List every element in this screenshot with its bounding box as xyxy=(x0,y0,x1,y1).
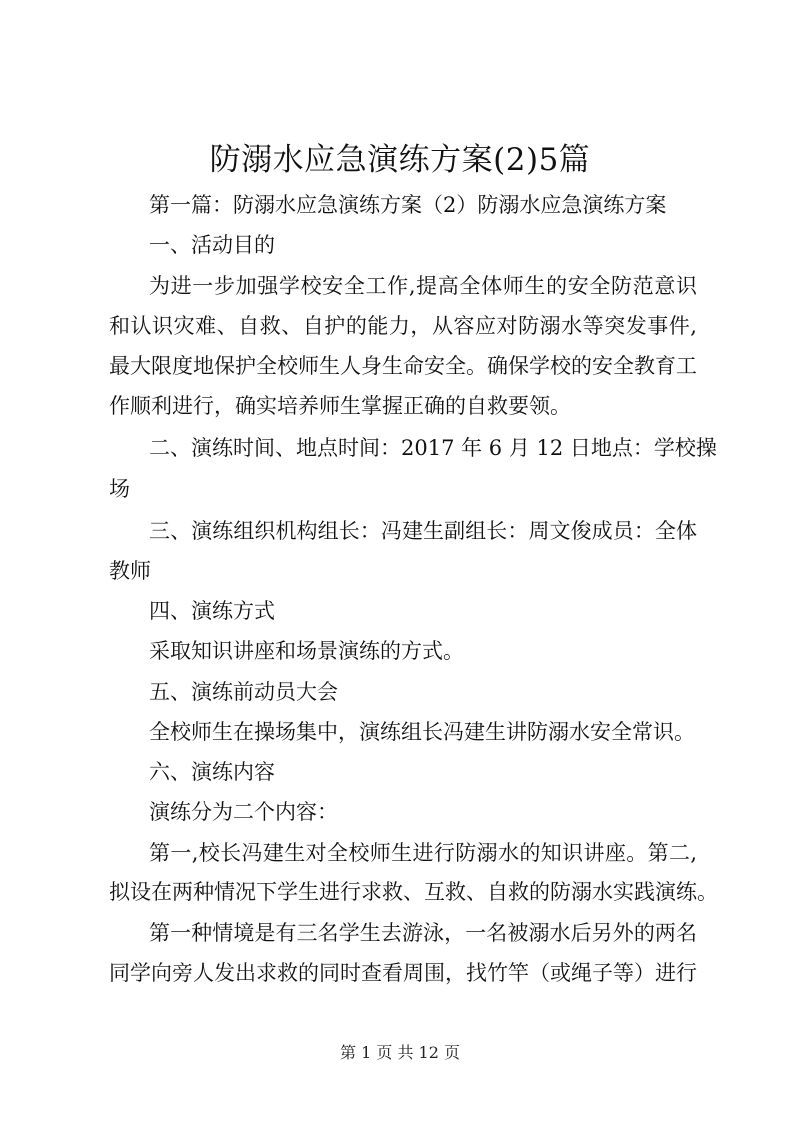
paragraph-line: 为进一步加强学校安全工作,提高全体师生的安全防范意识 xyxy=(149,274,697,298)
paragraph-line: 第一种情境是有三名学生去游泳，一名被溺水后另外的两名 xyxy=(149,921,697,945)
paragraph-line: 第一,校长冯建生对全校师生进行防溺水的知识讲座。第二, xyxy=(149,841,697,865)
paragraph-line: 教师 xyxy=(109,559,151,583)
paragraph-line: 采取知识讲座和场景演练的方式。 xyxy=(149,639,464,663)
paragraph-line: 二、演练时间、地点时间：2017 年 6 月 12 日地点：学校操 xyxy=(149,436,717,460)
paragraph-line: 作顺利进行，确实培养师生掌握正确的自救要领。 xyxy=(109,394,571,418)
paragraph-line: 同学向旁人发出求救的同时查看周围，找竹竿（或绳子等）进行 xyxy=(109,961,697,985)
page-footer: 第 1 页 共 12 页 xyxy=(340,1043,460,1062)
paragraph-line: 演练分为二个内容： xyxy=(149,800,338,824)
section-heading-purpose: 一、活动目的 xyxy=(149,233,275,257)
section-heading-content: 六、演练内容 xyxy=(149,760,275,784)
paragraph-line: 和认识灾难、自救、自护的能力，从容应对防溺水等突发事件, xyxy=(109,314,697,338)
paragraph-line: 场 xyxy=(109,477,130,501)
section-heading-mobilization: 五、演练前动员大会 xyxy=(149,680,338,704)
paragraph-line: 三、演练组织机构组长：冯建生副组长：周文俊成员：全体 xyxy=(149,519,697,543)
paragraph-line: 最大限度地保护全校师生人身生命安全。确保学校的安全教育工 xyxy=(109,354,697,378)
document-title: 防溺水应急演练方案(2)5篇 xyxy=(209,142,591,178)
section-heading-1: 第一篇：防溺水应急演练方案（2）防溺水应急演练方案 xyxy=(149,193,667,217)
paragraph-line: 全校师生在操场集中，演练组长冯建生讲防溺水安全常识。 xyxy=(149,720,695,744)
section-heading-method: 四、演练方式 xyxy=(149,599,275,623)
paragraph-line: 拟设在两种情况下学生进行求救、互救、自救的防溺水实践演练。 xyxy=(109,880,718,904)
